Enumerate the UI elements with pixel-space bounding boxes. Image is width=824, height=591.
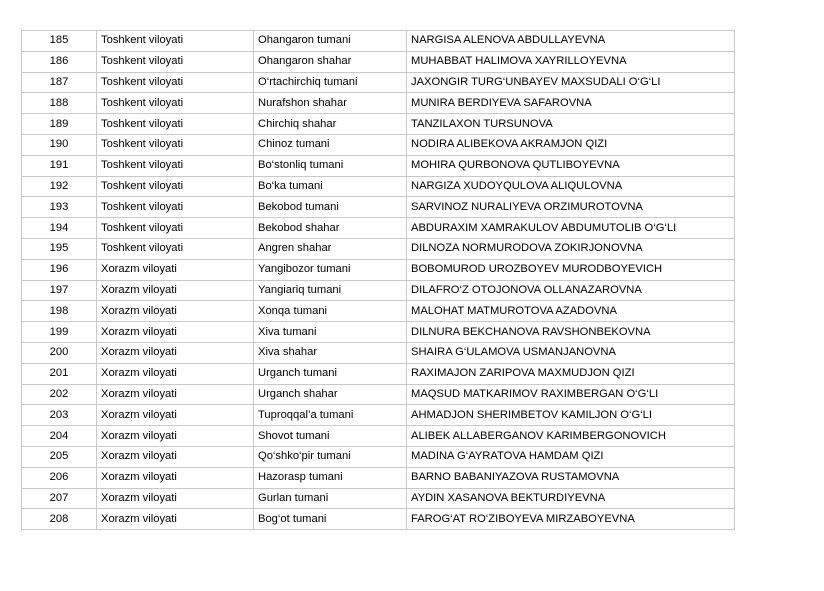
row-number: 206 <box>22 467 97 488</box>
person-name-cell: TANZILAXON TURSUNOVA <box>407 114 735 135</box>
district-cell: Chirchiq shahar <box>254 114 407 135</box>
district-cell: Ohangaron shahar <box>254 51 407 72</box>
district-cell: Ohangaron tumani <box>254 31 407 52</box>
table-row <box>22 93 735 114</box>
region-cell: Xorazm viloyati <box>97 342 254 363</box>
district-cell: Yangibozor tumani <box>254 259 407 280</box>
person-name-cell: NARGISA ALENOVA ABDULLAYEVNA <box>407 31 735 52</box>
row-number: 188 <box>22 93 97 114</box>
row-number: 201 <box>22 363 97 384</box>
table-row <box>22 426 735 447</box>
row-number: 185 <box>22 31 97 52</box>
person-name-cell: DILAFRO‘Z OTOJONOVA OLLANAZAROVNA <box>407 280 735 301</box>
region-cell: Toshkent viloyati <box>97 51 254 72</box>
row-number: 199 <box>22 322 97 343</box>
table-row <box>22 134 735 155</box>
table-row <box>22 31 735 52</box>
region-cell: Toshkent viloyati <box>97 218 254 239</box>
district-cell: Gurlan tumani <box>254 488 407 509</box>
table-row <box>22 446 735 467</box>
table-row <box>22 509 735 530</box>
table-row <box>22 155 735 176</box>
district-cell: Chinoz tumani <box>254 134 407 155</box>
registry-table <box>21 30 735 530</box>
region-cell: Toshkent viloyati <box>97 176 254 197</box>
person-name-cell: SARVINOZ NURALIYEVA ORZIMUROTOVNA <box>407 197 735 218</box>
region-cell: Xorazm viloyati <box>97 363 254 384</box>
row-number: 202 <box>22 384 97 405</box>
table-row <box>22 363 735 384</box>
row-number: 197 <box>22 280 97 301</box>
district-cell: Nurafshon shahar <box>254 93 407 114</box>
district-cell: Bo‘stonliq tumani <box>254 155 407 176</box>
region-cell: Xorazm viloyati <box>97 405 254 426</box>
row-number: 186 <box>22 51 97 72</box>
district-cell: O‘rtachirchiq tumani <box>254 72 407 93</box>
person-name-cell: MOHIRA QURBONOVA QUTLIBOYEVNA <box>407 155 735 176</box>
person-name-cell: DILNOZA NORMURODOVA ZOKIRJONOVNA <box>407 238 735 259</box>
row-number: 198 <box>22 301 97 322</box>
person-name-cell: BOBOMUROD UROZBOYEV MURODBOYEVICH <box>407 259 735 280</box>
district-cell: Shovot tumani <box>254 426 407 447</box>
district-cell: Urganch tumani <box>254 363 407 384</box>
row-number: 200 <box>22 342 97 363</box>
person-name-cell: RAXIMAJON ZARIPOVA MAXMUDJON QIZI <box>407 363 735 384</box>
table-row <box>22 488 735 509</box>
district-cell: Xonqa tumani <box>254 301 407 322</box>
table-row <box>22 218 735 239</box>
region-cell: Toshkent viloyati <box>97 93 254 114</box>
person-name-cell: MADINA G‘AYRATOVA HAMDAM QIZI <box>407 446 735 467</box>
row-number: 203 <box>22 405 97 426</box>
row-number: 191 <box>22 155 97 176</box>
table-row <box>22 72 735 93</box>
region-cell: Xorazm viloyati <box>97 301 254 322</box>
region-cell: Xorazm viloyati <box>97 426 254 447</box>
region-cell: Xorazm viloyati <box>97 446 254 467</box>
person-name-cell: DILNURA BEKCHANOVA RAVSHONBEKOVNA <box>407 322 735 343</box>
table-row <box>22 384 735 405</box>
person-name-cell: SHAIRA G‘ULAMOVA USMANJANOVNA <box>407 342 735 363</box>
district-cell: Xiva shahar <box>254 342 407 363</box>
district-cell: Bekobod tumani <box>254 197 407 218</box>
table-row <box>22 405 735 426</box>
row-number: 189 <box>22 114 97 135</box>
row-number: 196 <box>22 259 97 280</box>
row-number: 192 <box>22 176 97 197</box>
region-cell: Xorazm viloyati <box>97 509 254 530</box>
table-row <box>22 280 735 301</box>
district-cell: Bog‘ot tumani <box>254 509 407 530</box>
person-name-cell: MUHABBAT HALIMOVA XAYRILLOYEVNA <box>407 51 735 72</box>
row-number: 190 <box>22 134 97 155</box>
table-body <box>22 31 735 530</box>
district-cell: Bo‘ka tumani <box>254 176 407 197</box>
person-name-cell: BARNO BABANIYAZOVA RUSTAMOVNA <box>407 467 735 488</box>
region-cell: Toshkent viloyati <box>97 238 254 259</box>
person-name-cell: FAROG‘AT RO‘ZIBOYEVA MIRZABOYEVNA <box>407 509 735 530</box>
person-name-cell: NARGIZA XUDOYQULOVA ALIQULOVNA <box>407 176 735 197</box>
table-row <box>22 51 735 72</box>
table-row <box>22 176 735 197</box>
region-cell: Xorazm viloyati <box>97 384 254 405</box>
table-row <box>22 197 735 218</box>
region-cell: Toshkent viloyati <box>97 72 254 93</box>
district-cell: Tuproqqal’a tumani <box>254 405 407 426</box>
person-name-cell: MAQSUD MATKARIMOV RAXIMBERGAN O‘G‘LI <box>407 384 735 405</box>
region-cell: Toshkent viloyati <box>97 114 254 135</box>
table-row <box>22 259 735 280</box>
row-number: 195 <box>22 238 97 259</box>
region-cell: Toshkent viloyati <box>97 197 254 218</box>
region-cell: Xorazm viloyati <box>97 280 254 301</box>
district-cell: Xiva tumani <box>254 322 407 343</box>
district-cell: Urganch shahar <box>254 384 407 405</box>
region-cell: Xorazm viloyati <box>97 467 254 488</box>
district-cell: Hazorasp tumani <box>254 467 407 488</box>
row-number: 208 <box>22 509 97 530</box>
row-number: 204 <box>22 426 97 447</box>
person-name-cell: ABDURAXIM XAMRAKULOV ABDUMUTOLIB O‘G‘LI <box>407 218 735 239</box>
district-cell: Yangiariq tumani <box>254 280 407 301</box>
person-name-cell: ALIBEK ALLABERGANOV KARIMBERGONOVICH <box>407 426 735 447</box>
row-number: 194 <box>22 218 97 239</box>
person-name-cell: AYDIN XASANOVA BEKTURDIYEVNA <box>407 488 735 509</box>
row-number: 187 <box>22 72 97 93</box>
person-name-cell: MALOHAT MATMUROTOVA AZADOVNA <box>407 301 735 322</box>
region-cell: Xorazm viloyati <box>97 322 254 343</box>
region-cell: Xorazm viloyati <box>97 488 254 509</box>
table-row <box>22 342 735 363</box>
row-number: 193 <box>22 197 97 218</box>
person-name-cell: MUNIRA BERDIYEVA SAFAROVNA <box>407 93 735 114</box>
table-row <box>22 301 735 322</box>
table-row <box>22 238 735 259</box>
table-row <box>22 467 735 488</box>
region-cell: Toshkent viloyati <box>97 31 254 52</box>
row-number: 205 <box>22 446 97 467</box>
district-cell: Bekobod shahar <box>254 218 407 239</box>
district-cell: Qo‘shko‘pir tumani <box>254 446 407 467</box>
region-cell: Toshkent viloyati <box>97 155 254 176</box>
region-cell: Toshkent viloyati <box>97 134 254 155</box>
person-name-cell: JAXONGIR TURG‘UNBAYEV MAXSUDALI O‘G‘LI <box>407 72 735 93</box>
district-cell: Angren shahar <box>254 238 407 259</box>
person-name-cell: AHMADJON SHERIMBETOV KAMILJON O‘G‘LI <box>407 405 735 426</box>
region-cell: Xorazm viloyati <box>97 259 254 280</box>
row-number: 207 <box>22 488 97 509</box>
table-row <box>22 114 735 135</box>
person-name-cell: NODIRA ALIBEKOVA AKRAMJON QIZI <box>407 134 735 155</box>
table-row <box>22 322 735 343</box>
